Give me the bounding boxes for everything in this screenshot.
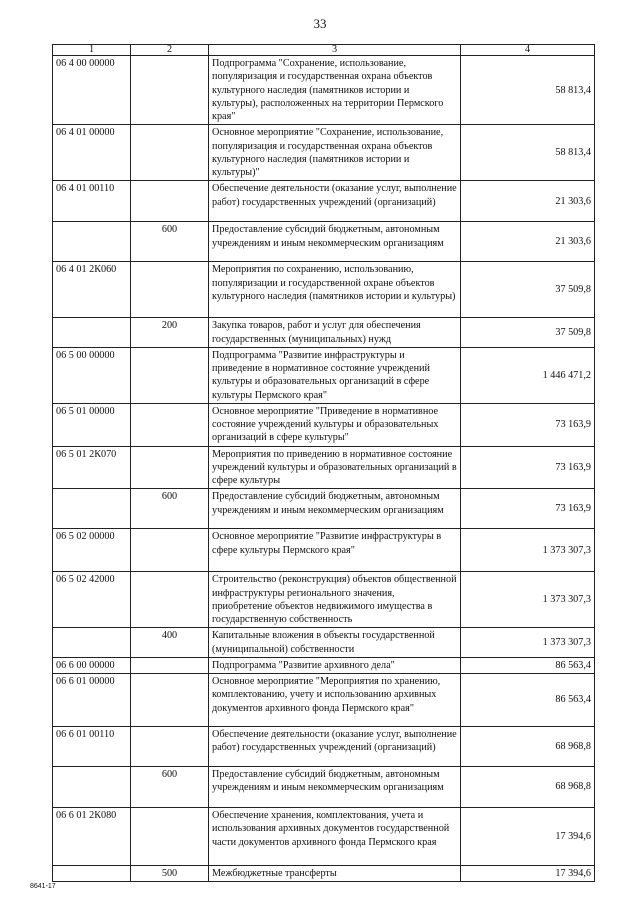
table-row	[53, 657, 595, 673]
row-type: 600	[131, 767, 209, 808]
row-name: Обеспечение деятельности (оказание услуг, выполнение работ) государственных учреждений (организаций)	[209, 727, 461, 767]
row-code: 06 6 01 00000	[53, 674, 131, 727]
row-name: Основное мероприятие "Мероприятия по хранению, комплектованию, учету и использованию архивных документов архивного фонда Пермского края"	[209, 674, 461, 727]
table-row	[53, 318, 595, 348]
column-header-3: 3	[209, 45, 461, 56]
row-code: 06 6 01 00110	[53, 727, 131, 767]
table-row	[53, 628, 595, 658]
row-name: Предоставление субсидий бюджетным, автономным учреждениям и иным некоммерческим организациям	[209, 489, 461, 529]
table-row	[53, 808, 595, 866]
row-name: Мероприятия по приведению в нормативное состояние учреждений культуры и образовательных организаций в сфере культуры	[209, 446, 461, 489]
table-row	[53, 347, 595, 403]
row-code: 06 5 02 00000	[53, 529, 131, 572]
row-sum: 21 303,6	[461, 181, 595, 222]
table-row	[53, 222, 595, 262]
row-code	[53, 628, 131, 658]
row-sum: 73 163,9	[461, 489, 595, 529]
table-row	[53, 181, 595, 222]
row-sum: 58 813,4	[461, 56, 595, 125]
row-type: 600	[131, 222, 209, 262]
row-sum: 73 163,9	[461, 403, 595, 446]
row-type: 600	[131, 489, 209, 529]
row-name: Обеспечение деятельности (оказание услуг, выполнение работ) государственных учреждений (организаций)	[209, 181, 461, 222]
table-row	[53, 572, 595, 628]
row-type: 200	[131, 318, 209, 348]
row-code: 06 4 01 2К060	[53, 262, 131, 318]
row-name: Подпрограмма "Сохранение, использование, популяризация и государственная охрана объектов культурного наследия (памятников истории и культуры), расположенных на территории Пермского края"	[209, 56, 461, 125]
row-code	[53, 767, 131, 808]
table-row	[53, 866, 595, 882]
row-type	[131, 727, 209, 767]
row-sum: 37 509,8	[461, 262, 595, 318]
row-name: Предоставление субсидий бюджетным, автономным учреждениям и иным некоммерческим организациям	[209, 222, 461, 262]
row-name: Подпрограмма "Развитие инфраструктуры и приведение в нормативное состояние учреждений культуры и образовательных организаций в сфере культуры Пермского края"	[209, 347, 461, 403]
row-name: Обеспечение хранения, комплектования, учета и использования архивных документов государственной части документов архивного фонда Пермского края	[209, 808, 461, 866]
row-name: Основное мероприятие "Сохранение, использование, популяризация и государственная охрана объектов культурного наследия (памятников истории и культуры)"	[209, 125, 461, 181]
row-sum: 37 509,8	[461, 318, 595, 348]
row-code: 06 6 01 2К080	[53, 808, 131, 866]
row-type	[131, 262, 209, 318]
row-type	[131, 674, 209, 727]
row-sum: 1 446 471,2	[461, 347, 595, 403]
row-name: Мероприятия по сохранению, использованию, популяризации и государственной охране объектов культурного наследия (памятников истории и культуры)	[209, 262, 461, 318]
row-type	[131, 808, 209, 866]
row-code: 06 5 00 00000	[53, 347, 131, 403]
row-sum: 58 813,4	[461, 125, 595, 181]
row-sum: 73 163,9	[461, 446, 595, 489]
row-type	[131, 56, 209, 125]
table-row	[53, 674, 595, 727]
row-name: Основное мероприятие "Приведение в нормативное состояние учреждений культуры и образовательных организаций в сфере культуры"	[209, 403, 461, 446]
row-sum: 68 968,8	[461, 727, 595, 767]
row-type	[131, 403, 209, 446]
row-code: 06 4 00 00000	[53, 56, 131, 125]
table-header-row	[53, 45, 595, 56]
row-code	[53, 222, 131, 262]
row-code: 06 5 01 2К070	[53, 446, 131, 489]
row-sum: 86 563,4	[461, 674, 595, 727]
row-type	[131, 657, 209, 673]
row-name: Строительство (реконструкция) объектов общественной инфраструктуры регионального значения, приобретение объектов недвижимого имущества в государственную собственность	[209, 572, 461, 628]
page-number: 33	[313, 16, 327, 31]
table-row	[53, 262, 595, 318]
row-sum: 1 373 307,3	[461, 628, 595, 658]
table-row	[53, 767, 595, 808]
row-name: Основное мероприятие "Развитие инфраструктуры в сфере культуры Пермского края"	[209, 529, 461, 572]
row-name: Межбюджетные трансферты	[209, 866, 461, 882]
row-code: 06 4 01 00000	[53, 125, 131, 181]
row-code: 06 4 01 00110	[53, 181, 131, 222]
row-code	[53, 318, 131, 348]
row-code	[53, 866, 131, 882]
row-type	[131, 181, 209, 222]
row-sum: 21 303,6	[461, 222, 595, 262]
row-type: 400	[131, 628, 209, 658]
row-sum: 17 394,6	[461, 808, 595, 866]
row-code: 06 5 02 42000	[53, 572, 131, 628]
row-sum: 1 373 307,3	[461, 572, 595, 628]
row-sum: 68 968,8	[461, 767, 595, 808]
row-name: Предоставление субсидий бюджетным, автономным учреждениям и иным некоммерческим организациям	[209, 767, 461, 808]
row-type: 500	[131, 866, 209, 882]
row-name: Капитальные вложения в объекты государственной (муниципальной) собственности	[209, 628, 461, 658]
row-type	[131, 529, 209, 572]
row-name: Закупка товаров, работ и услуг для обеспечения государственных (муниципальных) нужд	[209, 318, 461, 348]
row-type	[131, 572, 209, 628]
table-row	[53, 446, 595, 489]
row-code: 06 5 01 00000	[53, 403, 131, 446]
column-header-4: 4	[461, 45, 595, 56]
column-header-1: 1	[53, 45, 131, 56]
budget-table	[52, 44, 595, 882]
row-code	[53, 489, 131, 529]
table-row	[53, 529, 595, 572]
table-row	[53, 489, 595, 529]
row-code: 06 6 00 00000	[53, 657, 131, 673]
table-row	[53, 403, 595, 446]
table-row	[53, 727, 595, 767]
row-type	[131, 446, 209, 489]
document-footer-code: 8641-17	[30, 883, 56, 890]
table-row	[53, 56, 595, 125]
table-row	[53, 125, 595, 181]
row-sum: 17 394,6	[461, 866, 595, 882]
row-name: Подпрограмма "Развитие архивного дела"	[209, 657, 461, 673]
row-sum: 86 563,4	[461, 657, 595, 673]
row-type	[131, 125, 209, 181]
row-type	[131, 347, 209, 403]
row-sum: 1 373 307,3	[461, 529, 595, 572]
column-header-2: 2	[131, 45, 209, 56]
